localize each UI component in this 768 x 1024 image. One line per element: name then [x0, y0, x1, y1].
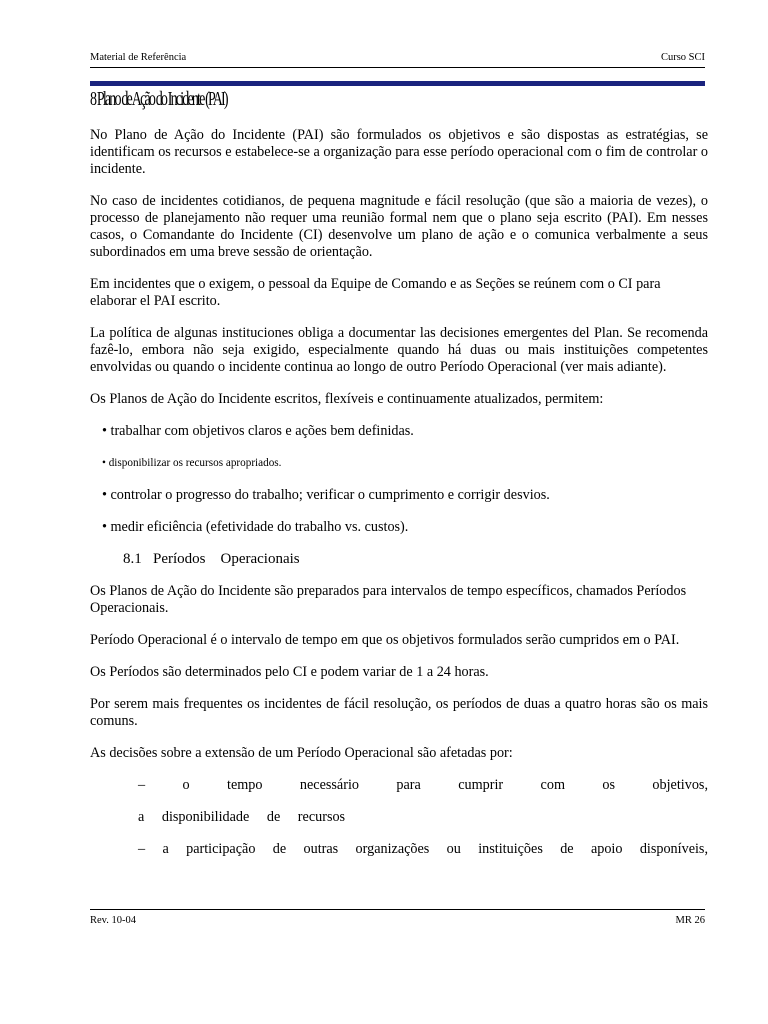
- section-number: 8.1: [123, 551, 142, 567]
- bullet-item: • medir eficiência (efetividade do trabalho vs. custos).: [102, 519, 409, 535]
- footer-left-text: Rev. 10-04: [90, 915, 136, 926]
- section-paragraph: Os Planos de Ação do Incidente são preparados para intervalos de tempo específicos, chamados Períodos Operacionais.: [90, 583, 687, 616]
- dash-item: – a participação de outras organizações ou instituições de apoio disponíveis,: [138, 841, 708, 857]
- section-paragraph: Por serem mais frequentes os incidentes de fácil resolução, os períodos de duas a quatro horas são os mais comuns.: [90, 696, 708, 729]
- header-divider: [90, 67, 705, 68]
- section-title: Períodos Operacionais: [153, 551, 300, 567]
- bullet-item: • trabalhar com objetivos claros e ações bem definidas.: [102, 423, 414, 439]
- dash-item: – o tempo necessário para cumprir com os objetivos,: [138, 777, 708, 793]
- header-accent-bar: [90, 81, 705, 86]
- section-paragraph: Período Operacional é o intervalo de tempo em que os objetivos formulados serão cumpridos em o PAI.: [90, 632, 680, 648]
- section-paragraph: As decisões sobre a extensão de um Período Operacional são afetadas por:: [90, 745, 513, 761]
- header-left-text: Material de Referência: [90, 52, 187, 63]
- bullet-item: • controlar o progresso do trabalho; verificar o cumprimento e corrigir desvios.: [102, 487, 550, 503]
- paragraph: No Plano de Ação do Incidente (PAI) são formulados os objetivos e são dispostas as estratégias, se identificam os recursos e estabelece-se a organização para esse período operacional com o fim de controlar o incidente.: [90, 127, 708, 177]
- paragraph: Em incidentes que o exigem, o pessoal da Equipe de Comando e as Seções se reúnem com o CI para elaborar el PAI escrito.: [90, 276, 661, 309]
- dash-item: a disponibilidade de recursos: [138, 809, 346, 825]
- page-title: 8 Plano de Ação do Incidente (PAI): [90, 88, 227, 110]
- paragraph: No caso de incidentes cotidianos, de pequena magnitude e fácil resolução (que são a maioria de vezes), o processo de planejamento não requer uma reunião formal nem que o plano seja escrito (PAI). Em nesses casos, o Comandante do Incidente (CI) desenvolve um plano de ação e o comunica verbalmente a seus subordinados em uma breve sessão de orientação.: [90, 193, 708, 260]
- footer-divider: [90, 909, 705, 910]
- document-body: [90, 127, 708, 873]
- bullet-item: • disponibilizar os recursos apropriados.: [102, 457, 282, 469]
- paragraph: La política de algunas instituciones obliga a documentar las decisiones emergentes del Plan. Se recomenda fazê-lo, embora não seja exigido, especialmente quando há duas ou mais instituições competentes envolvidas ou quando o incidente continua ao longo de outro Período Operacional (ver mais adiante).: [90, 325, 708, 375]
- section-paragraph: Os Períodos são determinados pelo CI e podem variar de 1 a 24 horas.: [90, 664, 489, 680]
- footer-right-text: MR 26: [675, 915, 705, 926]
- paragraph: Os Planos de Ação do Incidente escritos, flexíveis e continuamente atualizados, permitem:: [90, 391, 604, 407]
- header-right-text: Curso SCI: [660, 52, 705, 63]
- section-heading: [123, 551, 708, 568]
